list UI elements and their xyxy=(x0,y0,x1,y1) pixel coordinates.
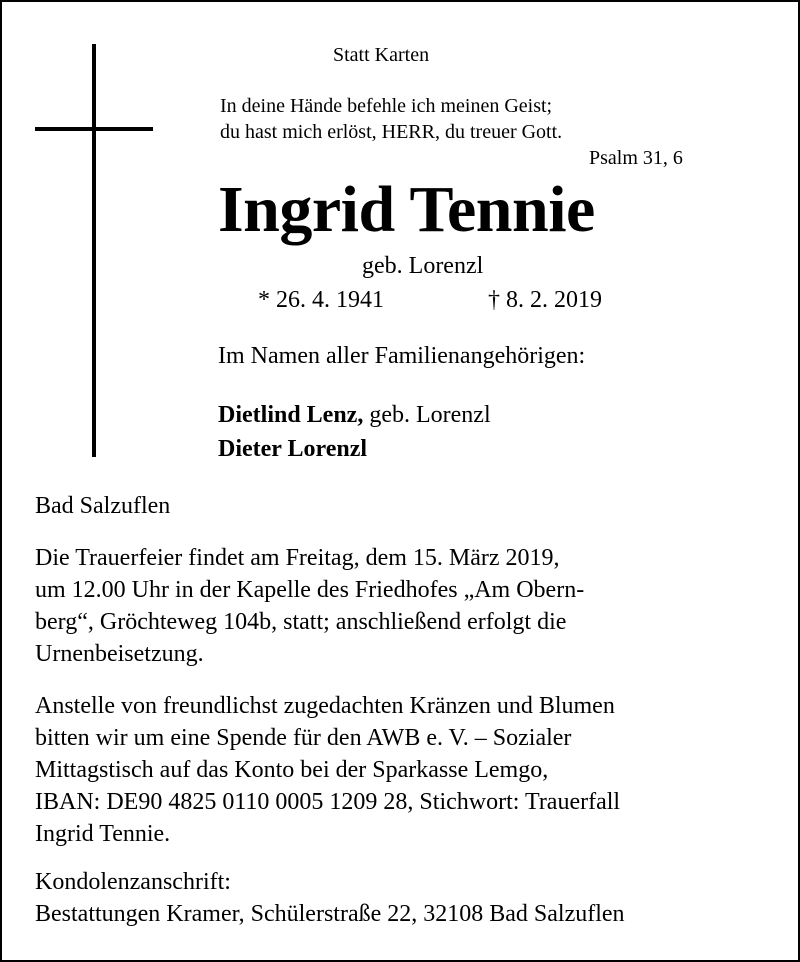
verse-line-2: du hast mich erlöst, HERR, du treuer Gott. xyxy=(220,121,563,143)
donation-line-3: Mittagstisch auf das Konto bei der Sparkasse Lemgo, xyxy=(35,757,549,783)
place-name: Bad Salzuflen xyxy=(35,493,171,519)
ceremony-line-1: Die Trauerfeier findet am Freitag, dem 15. März 2019, xyxy=(35,545,560,571)
deceased-name: Ingrid Tennie xyxy=(218,173,595,246)
maiden-name: geb. Lorenzl xyxy=(362,253,484,279)
statt-karten-label: Statt Karten xyxy=(333,44,430,66)
condolence-label: Kondolenzanschrift: xyxy=(35,869,231,895)
ceremony-line-3: berg“, Gröchteweg 104b, statt; anschließend erfolgt die xyxy=(35,609,567,635)
mourner-1-maiden: geb. Lorenzl xyxy=(363,402,491,428)
mourner-1 xyxy=(218,403,491,427)
mourners-intro: Im Namen aller Familienangehörigen: xyxy=(218,343,586,369)
ceremony-line-2: um 12.00 Uhr in der Kapelle des Friedhofes „Am Obern- xyxy=(35,577,585,603)
mourner-1-name: Dietlind Lenz, xyxy=(218,402,364,428)
donation-line-2: bitten wir um eine Spende für den AWB e. V. – Sozialer xyxy=(35,725,572,751)
donation-line-4: IBAN: DE90 4825 0110 0005 1209 28, Stichwort: Trauerfall xyxy=(35,789,621,815)
mourner-2 xyxy=(218,437,367,461)
mourner-2-name: Dieter Lorenzl xyxy=(218,436,368,462)
verse-reference: Psalm 31, 6 xyxy=(589,147,683,169)
cross-icon-horizontal xyxy=(35,127,153,131)
ceremony-line-4: Urnenbeisetzung. xyxy=(35,641,204,667)
condolence-address: Bestattungen Kramer, Schülerstraße 22, 32108 Bad Salzuflen xyxy=(35,901,625,927)
birth-date: * 26. 4. 1941 xyxy=(258,287,384,313)
cross-icon-vertical xyxy=(92,44,96,457)
donation-line-5: Ingrid Tennie. xyxy=(35,821,171,847)
death-date: † 8. 2. 2019 xyxy=(488,287,602,313)
donation-line-1: Anstelle von freundlichst zugedachten Kränzen und Blumen xyxy=(35,693,615,719)
verse-line-1: In deine Hände befehle ich meinen Geist; xyxy=(220,95,553,117)
